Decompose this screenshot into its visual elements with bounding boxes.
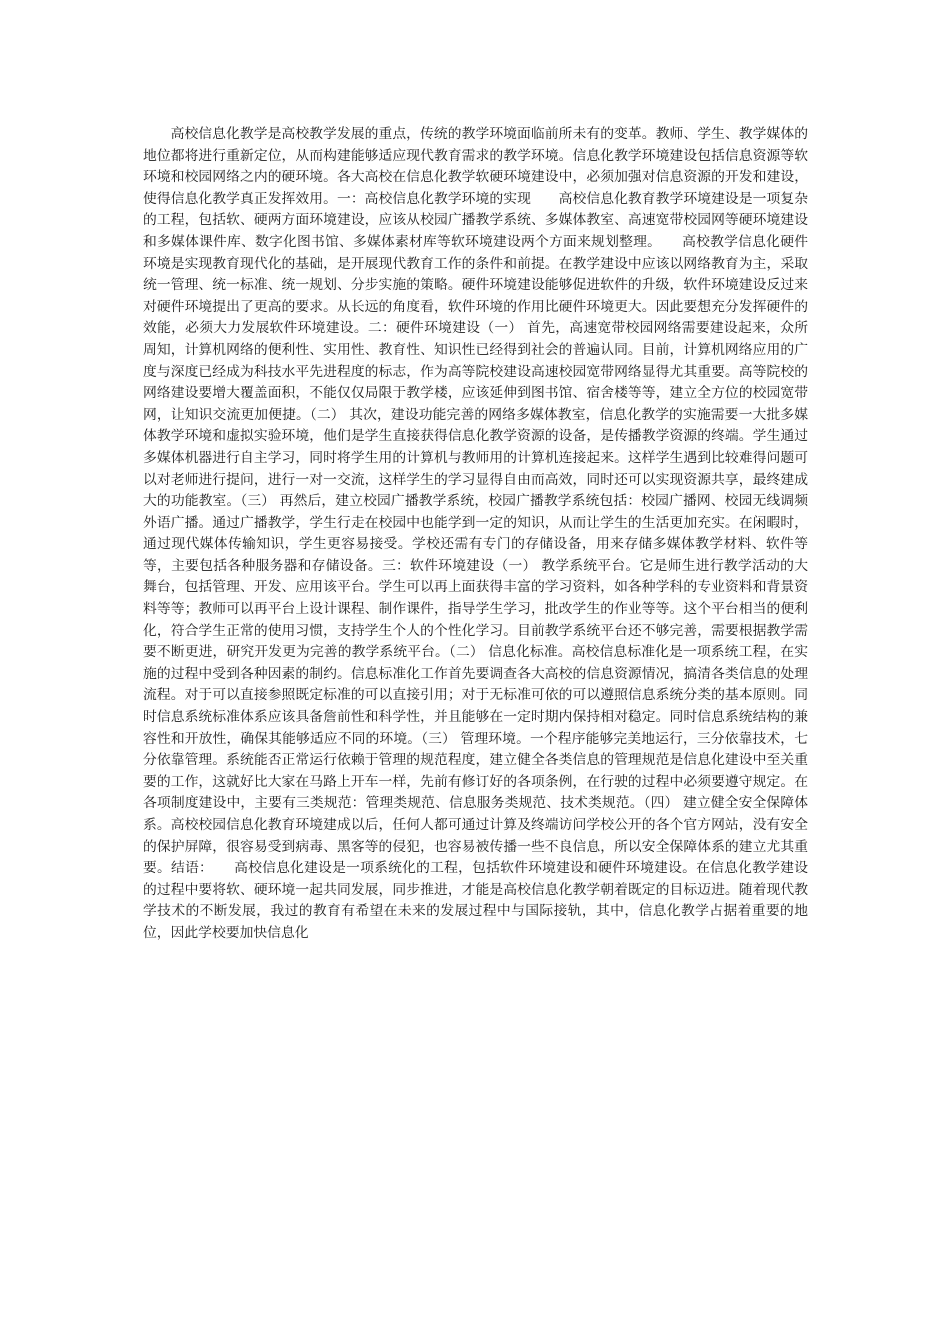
body-paragraph: 高校信息化教学是高校教学发展的重点，传统的教学环境面临前所未有的变革。教师、学生、教学媒体的地位都将进行重新定位，从而构建能够适应现代教育需求的教学环境。信息化教学环境建设包括信息资源等软环境和校园网络之内的硬环境。各大高校在信息化教学软硬环境建设中，必须加强对信息资源的开发和建设，使得信息化教学真正发挥效用。一：高校信息化教学环境的实现 高校信息化教育教学环境建设是一项复杂的工程，包括软、硬两方面环境建设，应该从校园广播教学系统、多媒体教室、高速宽带校园网等硬环境建设和多媒体课件库、数字化图书馆、多媒体素材库等软环境建设两个方面来规划整理。 高校教学信息化硬件环境是实现教育现代化的基础，是开展现代教育工作的条件和前提。在教学建设中应该以网络教育为主，采取统一管理、统一标准、统一规划、分步实施的策略。硬件环境建设能够促进软件的升级，软件环境建设反过来对硬件环境提出了更高的要求。从长远的角度看，软件环境的作用比硬件环境更大。因此要想充分发挥硬件的效能，必须大力发展软件环境建设。二：硬件环境建设（一） 首先，高速宽带校园网络需要建设起来，众所周知，计算机网络的便利性、实用性、教育性、知识性已经得到社会的普遍认同。目前，计算机网络应用的广度与深度已经成为科技水平先进程度的标志，作为高等院校建设高速校园宽带网络显得尤其重要。高等院校的网络建设要增大覆盖面积，不能仅仅局限于教学楼，应该延伸到图书馆、宿舍楼等等，建立全方位的校园宽带网，让知识交流更加便捷。（二） 其次，建设功能完善的网络多媒体教室，信息化教学的实施需要一大批多媒体教学环境和虚拟实验环境，他们是学生直接获得信息化教学资源的设备，是传播教学资源的终端。学生通过多媒体机器进行自主学习，同时将学生用的计算机与教师用的计算机连接起来。这样学生遇到比较难得问题可以对老师进行提问，进行一对一交流，这样学生的学习显得自由而高效，同时还可以实现资源共享，最终建成大的功能教室。（三） 再然后，建立校园广播教学系统，校园广播教学系统包括：校园广播网、校园无线调频外语广播。通过广播教学，学生行走在校园中也能学到一定的知识，从而让学生的生活更加充实。在闲暇时，通过现代媒体传输知识，学生更容易接受。学校还需有专门的存储设备，用来存储多媒体教学材料、软件等等，主要包括各种服务器和存储设备。三：软件环境建设（一） 教学系统平台。它是师生进行教学活动的大舞台，包括管理、开发、应用该平台。学生可以再上面获得丰富的学习资料，如各种学科的专业资料和背景资料等等；教师可以再平台上设计课程、制作课件，指导学生学习，批改学生的作业等等。这个平台相当的便利化，符合学生正常的使用习惯，支持学生个人的个性化学习。目前教学系统平台还不够完善，需要根据教学需要不断更进，研究开发更为完善的教学系统平台。（二） 信息化标准。高校信息标准化是一项系统工程，在实施的过程中受到各种因素的制约。信息标准化工作首先要调查各大高校的信息资源情况，搞清各类信息的处理流程。对于可以直接参照既定标准的可以直接引用；对于无标准可依的可以遵照信息系统分类的基本原则。同时信息系统标准体系应该具备詹前性和科学性，并且能够在一定时期内保持相对稳定。同时信息系统结构的兼容性和开放性，确保其能够适应不同的环境。（三） 管理环境。一个程序能够完美地运行，三分依靠技术，七分依靠管理。系统能否正常运行依赖于管理的规范程度，建立健全各类信息的管理规范是信息化建设中至关重要的工作，这就好比大家在马路上开车一样，先前有修订好的各项条例，在行驶的过程中必须要遵守规定。在各项制度建设中，主要有三类规范：管理类规范、信息服务类规范、技术类规范。（四） 建立健全安全保障体系。高校校园信息化教育环境建成以后，任何人都可通过计算及终端访问学校公开的各个官方网站，没有安全的保护屏障，很容易受到病毒、黑客等的侵犯，也容易被传播一些不良信息，所以安全保障体系的建立尤其重要。结语： 高校信息化建设是一项系统化的工程，包括软件环境建设和硬件环境建设。在信息化教学建设的过程中要将软、硬环境一起共同发展，同步推进，才能是高校信息化教学朝着既定的目标迈进。随着现代教学技术的不断发展，我过的教育有希望在未来的发展过程中与国际接轨，其中，信息化教学占据着重要的地位，因此学校要加快信息化 <box>143 126 808 941</box>
